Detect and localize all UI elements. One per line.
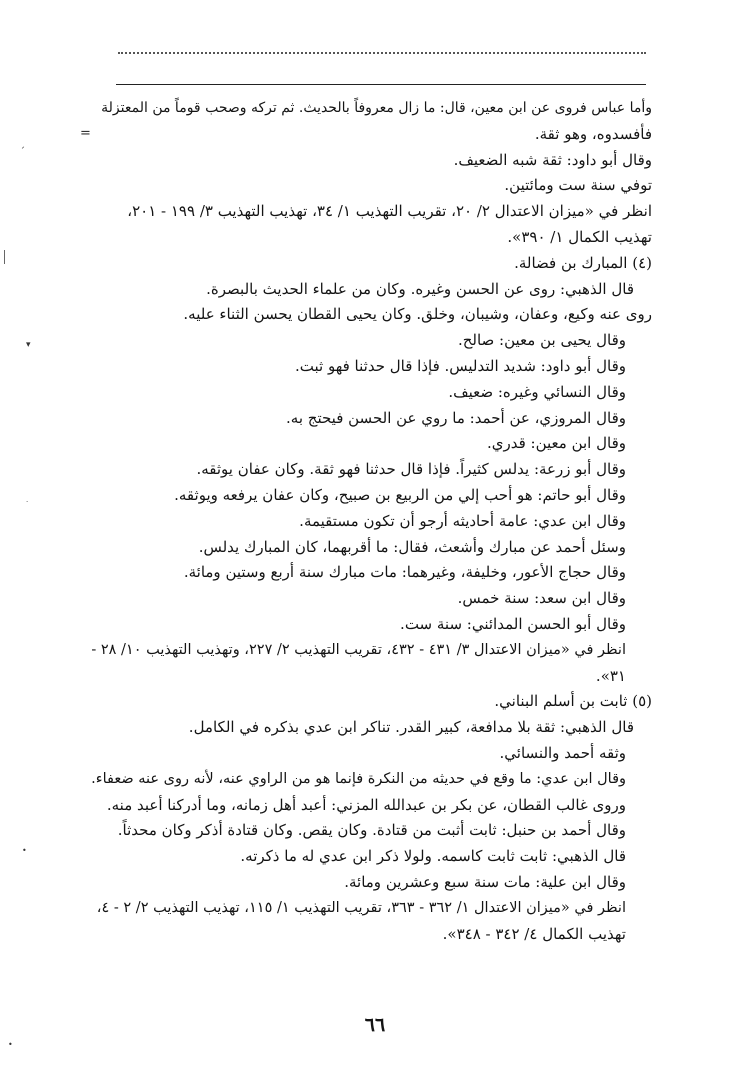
text-line: وقال أبو الحسن المدائني: سنة ست.	[400, 614, 626, 633]
margin-mark: ˏ	[20, 138, 25, 149]
text-line: فأفسدوه، وهو ثقة.	[534, 124, 652, 143]
text-line: وقال ابن سعد: سنة خمس.	[457, 589, 626, 608]
text-line: وقال ابن عدي: عامة أحاديثه أرجو أن تكون مستقيمة.	[299, 511, 626, 530]
footnote-heading: (٥) ثابت بن أسلم البناني.	[494, 692, 652, 711]
text-line: قال الذهبي: روى عن الحسن وغيره. وكان من علماء الحديث بالبصرة.	[206, 279, 634, 298]
text-line: وقال يحيى بن معين: صالح.	[457, 331, 626, 350]
text-line: وثقه أحمد والنسائي.	[499, 743, 626, 762]
margin-mark: =	[80, 126, 91, 141]
page-number: ٦٦	[364, 1014, 386, 1036]
text-line: ٣١».	[595, 666, 626, 685]
margin-mark: ▾	[26, 340, 31, 350]
dotted-separator	[118, 52, 646, 54]
text-line: انظر في «ميزان الاعتدال ٣/ ٤٣١ - ٤٣٢، تقريب التهذيب ٢/ ٢٢٧، وتهذيب التهذيب ١٠/ ٢٨ -	[91, 641, 626, 658]
text-line: توفي سنة ست ومائتين.	[504, 176, 652, 195]
text-line: وقال أبو داود: ثقة شبه الضعيف.	[453, 150, 652, 169]
text-line: تهذيب الكمال ٤/ ٣٤٢ - ٣٤٨».	[442, 924, 626, 943]
text-line: قال الذهبي: ثقة بلا مدافعة، كبير القدر. تناكر ابن عدي بذكره في الكامل.	[188, 718, 634, 737]
text-line: وقال أبو داود: شديد التدليس. فإذا قال حدثنا فهو ثبت.	[294, 356, 626, 375]
text-line: وقال ابن معين: قدري.	[486, 434, 626, 453]
text-line: وقال أحمد بن حنبل: ثابت أثبت من قتادة. وكان يقص. وكان قتادة أذكر وكان محدثاً.	[117, 821, 626, 840]
footnote-rule	[116, 84, 646, 85]
footnotes-text	[92, 96, 652, 947]
text-line: قال الذهبي: ثابت ثابت كاسمه. ولولا ذكر ابن عدي له ما ذكرته.	[240, 847, 626, 866]
text-line: وقال حجاج الأعور، وخليفة، وغيرهما: مات مبارك سنة أربع وستين ومائة.	[183, 563, 626, 582]
text-line: انظر في «ميزان الاعتدال ١/ ٣٦٢ - ٣٦٣، تقريب التهذيب ١/ ١١٥، تهذيب التهذيب ٢/ ٢ - ٤،	[96, 899, 626, 916]
text-line: وروى غالب القطان، عن بكر بن عبدالله المزني: أعبد أهل زمانه، وما أدركنا أعبد منه.	[106, 795, 626, 814]
margin-mark: •	[22, 846, 27, 855]
text-line: تهذيب الكمال ١/ ٣٩٠».	[507, 227, 652, 246]
text-line: وقال أبو حاتم: هو أحب إلي من الربيع بن صبيح، وكان عفان يرفعه ويوثقه.	[174, 485, 626, 504]
text-line: وسئل أحمد عن مبارك وأشعث، فقال: ما أقربهما، كان المبارك يدلس.	[198, 537, 626, 556]
footnote-heading: (٤) المبارك بن فضالة.	[514, 253, 652, 272]
text-line: وقال ابن عدي: ما وقع في حديثه من النكرة فإنما هو من الراوي عنه، لأنه روى عنه ضعفاء.	[91, 770, 626, 787]
text-line: وقال أبو زرعة: يدلس كثيراً. فإذا قال حدثنا فهو ثقة. وكان عفان يوثقه.	[196, 460, 626, 479]
text-line: وقال ابن علية: مات سنة سبع وعشرين ومائة.	[344, 872, 626, 891]
text-line: وقال النسائي وغيره: ضعيف.	[448, 382, 626, 401]
text-line: روى عنه وكيع، وعفان، وشيبان، وخلق. وكان يحيى القطان يحسن الثناء عليه.	[183, 305, 652, 324]
margin-mark: ·	[26, 498, 29, 506]
text-line: وأما عباس فروى عن ابن معين، قال: ما زال معروفاً بالحديث. ثم تركه وصحب قوماً من المعتزلة	[101, 100, 652, 116]
margin-mark: •	[8, 1040, 13, 1049]
text-line: انظر في «ميزان الاعتدال ٢/ ٢٠، تقريب التهذيب ١/ ٣٤، تهذيب التهذيب ٣/ ١٩٩ - ٢٠١،	[127, 202, 652, 221]
text-line: وقال المروزي، عن أحمد: ما روي عن الحسن فيحتج به.	[286, 408, 626, 427]
margin-mark	[4, 250, 5, 264]
